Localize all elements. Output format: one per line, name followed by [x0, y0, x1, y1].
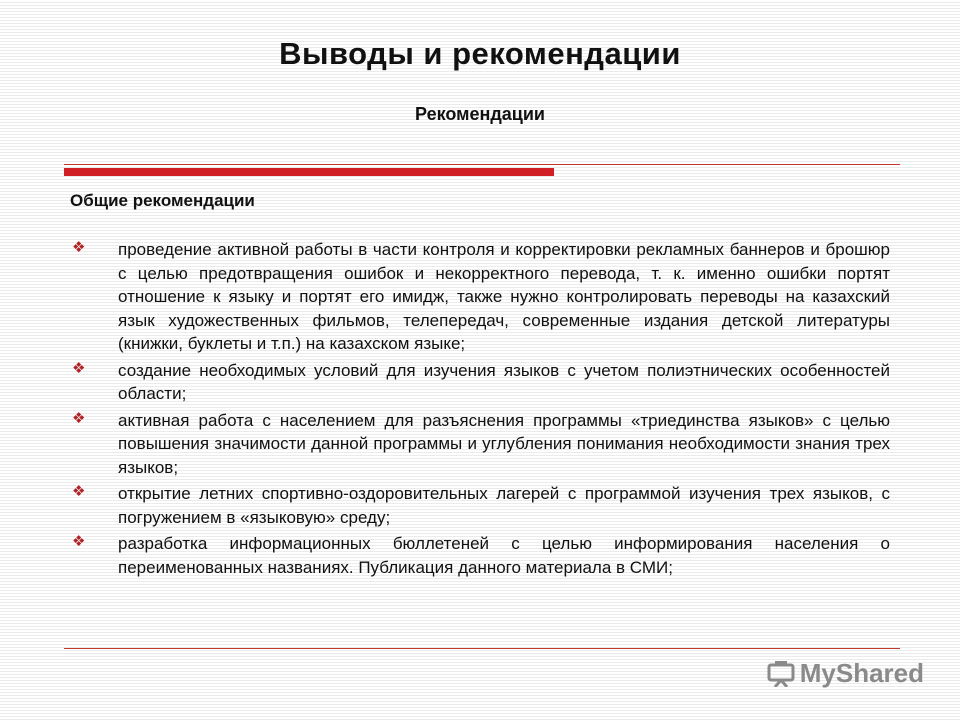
watermark	[766, 658, 924, 689]
slide-title: Выводы и рекомендации	[279, 36, 681, 71]
watermark-text: MyShared	[799, 658, 924, 688]
list-item	[70, 359, 890, 406]
diamond-bullet-icon: ❖	[72, 483, 86, 500]
top-divider-thin	[64, 164, 900, 165]
list-item-text: разработка информационных бюллетеней с целью информирования населения о переименованных названиях. Публикация данного материала в СМИ;	[118, 534, 890, 577]
list-item-text: проведение активной работы в части контроля и корректировки рекламных баннеров и брошюр с целью предотвращения ошибок и некорректного перевода, т. к. именно ошибки портят отношение к языку и портят его имидж, также нужно контролировать переводы на казахский язык художественных фильмов, телепередач, современные издания детской литературы (книжки, буклеты и т.п.) на казахском языке;	[118, 240, 890, 353]
diamond-bullet-icon: ❖	[72, 409, 86, 427]
list-item-text: создание необходимых условий для изучения языков с учетом полиэтнических особенностей области;	[118, 360, 890, 403]
list-item-text: активная работа с населением для разъяснения программы «триединства языков» с целью повышения значимости данной программы и углубления понимания необходимости знания трех языков;	[118, 410, 890, 477]
diamond-bullet-icon: ❖	[72, 533, 86, 550]
list-item	[70, 482, 890, 529]
diamond-bullet-icon: ❖	[72, 359, 86, 377]
diamond-bullet-icon: ❖	[72, 239, 86, 256]
list-item	[70, 238, 890, 356]
list-item	[70, 409, 890, 480]
list-item-text: открытие летних спортивно-оздоровительных лагерей с программой изучения трех языков, с погружением в «языковую» среду;	[118, 484, 890, 527]
section-heading: Общие рекомендации	[70, 191, 255, 210]
recommendation-list	[70, 238, 890, 582]
slide-subtitle: Рекомендации	[415, 104, 545, 124]
top-divider-accent	[64, 168, 554, 176]
presentation-icon	[766, 661, 796, 687]
list-item	[70, 532, 890, 579]
bottom-divider	[64, 648, 900, 649]
